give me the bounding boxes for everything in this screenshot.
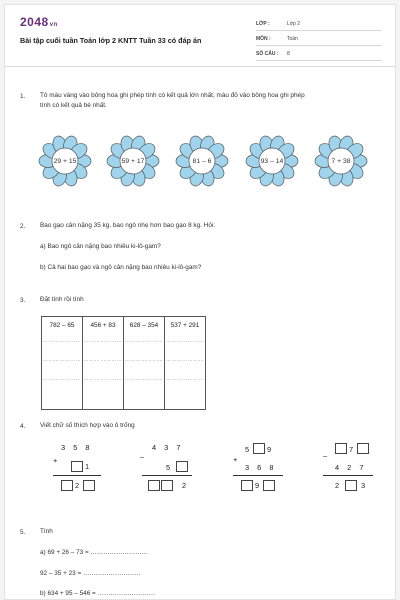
blank-box[interactable] (335, 443, 347, 454)
flower-row (38, 133, 368, 193)
calc-4-bot-digit3: 3 (361, 481, 369, 490)
answer-dots: ………………… (165, 376, 205, 382)
question-1-text-line1: Tô màu vàng vào bông hoa ghi phép tính có kết quả lớn nhất, màu đỏ vào bông hoa ghi phép (40, 92, 305, 99)
flower-3-expression: 81 – 6 (192, 157, 212, 165)
flower-2-expression: 59 + 17 (121, 157, 145, 165)
difference-line (142, 475, 192, 476)
question-4-number: 4. (20, 423, 26, 430)
calc-cell-4[interactable] (165, 317, 206, 410)
blank-box[interactable] (263, 480, 275, 491)
calc-1-mid-digit: 1 (85, 462, 93, 471)
question-2b: b) Cả hai bao gạo và ngô cân nặng bao nhiêu ki-lô-gam? (40, 264, 202, 271)
calc-3-top-digit3: 9 (267, 445, 275, 454)
flower-1-expression: 29 + 15 (53, 157, 77, 165)
answer-dots: ………………… (83, 376, 123, 382)
question-3-number: 3. (20, 297, 26, 304)
answer-dots: ………………… (42, 338, 82, 344)
question-4-text: Viết chữ số thích hợp vào ô trống (40, 422, 135, 429)
calc-2-bot-digit: 2 (182, 481, 190, 490)
calc-1-bot-digit: 2 (75, 481, 83, 490)
header-divider (5, 66, 395, 67)
sum-line (233, 475, 283, 476)
question-5b: b) 634 + 95 – 546 = ……………………… (40, 590, 156, 597)
blank-box[interactable] (148, 480, 160, 491)
flower-3[interactable] (175, 133, 229, 189)
divider (256, 60, 382, 61)
question-5-text: Tính (40, 528, 53, 535)
answer-dots: ………………… (165, 357, 205, 363)
question-5-number: 5. (20, 529, 26, 536)
calc-cell-2[interactable] (83, 317, 124, 410)
calc-expression: 782 – 65 (49, 322, 75, 329)
answer-dots: ………………… (124, 338, 164, 344)
question-5a-2: 92 – 35 + 23 = ……………………… (40, 570, 141, 577)
calc-4-mid: 4 2 7 (335, 463, 367, 472)
calc-4-top-digit2: 7 (349, 445, 357, 454)
calc-2-mid-digit: 5 (166, 463, 174, 472)
difference-line (323, 475, 373, 476)
vertical-calc-2 (140, 443, 200, 503)
question-count-value: 8 (287, 51, 290, 57)
divider (256, 45, 382, 46)
question-2-number: 2. (20, 223, 26, 230)
calc-3-sign: + (233, 455, 241, 464)
worksheet-page (4, 4, 396, 600)
blank-box[interactable] (61, 480, 73, 491)
question-3-text: Đặt tính rồi tính (40, 296, 84, 303)
calculation-table (41, 316, 206, 410)
blank-box[interactable] (71, 461, 83, 472)
calc-1-sign: + (53, 456, 61, 465)
answer-dots: ………………… (42, 376, 82, 382)
question-2a: a) Bao ngô cân nặng bao nhiêu ki-lô-gam? (40, 243, 161, 250)
calc-4-bot-digit1: 2 (335, 481, 343, 490)
class-value: Lớp 2 (287, 21, 301, 27)
question-count-label: SỐ CÂU : (256, 51, 279, 57)
blank-box[interactable] (176, 461, 188, 472)
blank-box[interactable] (253, 443, 265, 454)
answer-dots: ………………… (124, 357, 164, 363)
calc-expression: 628 – 354 (129, 322, 159, 329)
blank-box[interactable] (241, 480, 253, 491)
blank-box[interactable] (161, 480, 173, 491)
site-logo[interactable] (20, 15, 58, 29)
flower-2[interactable] (106, 133, 160, 189)
calc-3-bot-digit: 9 (255, 481, 263, 490)
vertical-calc-3 (233, 443, 293, 503)
calc-3-mid: 3 6 8 (245, 463, 277, 472)
class-label: LỚP : (256, 21, 270, 27)
calc-2-sign: – (140, 452, 148, 461)
document-title: Bài tập cuối tuần Toán lớp 2 KNTT Tuần 33 có đáp án (20, 36, 202, 45)
blank-box[interactable] (83, 480, 95, 491)
flower-1[interactable] (38, 133, 92, 189)
question-1-number: 1. (20, 93, 26, 100)
question-1-text (40, 91, 385, 110)
calc-2-top: 4 3 7 (152, 443, 184, 452)
answer-dots: ………………… (124, 376, 164, 382)
question-2-text: Bao gạo cân nặng 35 kg, bao ngô nhẹ hơn bao gạo 8 kg. Hỏi: (40, 222, 216, 229)
blank-box[interactable] (345, 480, 357, 491)
answer-dots: ………………… (83, 357, 123, 363)
logo-suffix: vn (49, 22, 58, 28)
question-1-text-line2: tính có kết quả bé nhất. (40, 101, 107, 109)
flower-5[interactable] (314, 133, 368, 189)
calc-4-sign: – (323, 451, 331, 460)
calc-1-top: 3 5 8 (61, 443, 93, 452)
flower-4[interactable] (245, 133, 299, 189)
vertical-calc-1 (53, 443, 113, 503)
subject-value: Toán (287, 36, 298, 42)
logo-text: 2048 (20, 15, 49, 29)
question-5a: a) 69 + 26 – 73 = ……………………… (40, 549, 148, 556)
calc-cell-1[interactable] (42, 317, 83, 410)
calc-expression: 456 + 83 (90, 322, 116, 329)
answer-dots: ………………… (165, 338, 205, 344)
subject-label: MÔN : (256, 36, 271, 42)
answer-dots: ………………… (42, 357, 82, 363)
vertical-calc-4 (323, 443, 383, 503)
answer-dots: ………………… (83, 338, 123, 344)
divider (256, 30, 382, 31)
calc-3-top-digit1: 5 (245, 445, 253, 454)
sum-line (53, 475, 101, 476)
blank-box[interactable] (357, 443, 369, 454)
flower-5-expression: 7 + 38 (331, 157, 351, 165)
calc-expression: 537 + 291 (170, 322, 200, 329)
flower-4-expression: 93 – 14 (260, 157, 284, 165)
calc-cell-3[interactable] (124, 317, 165, 410)
